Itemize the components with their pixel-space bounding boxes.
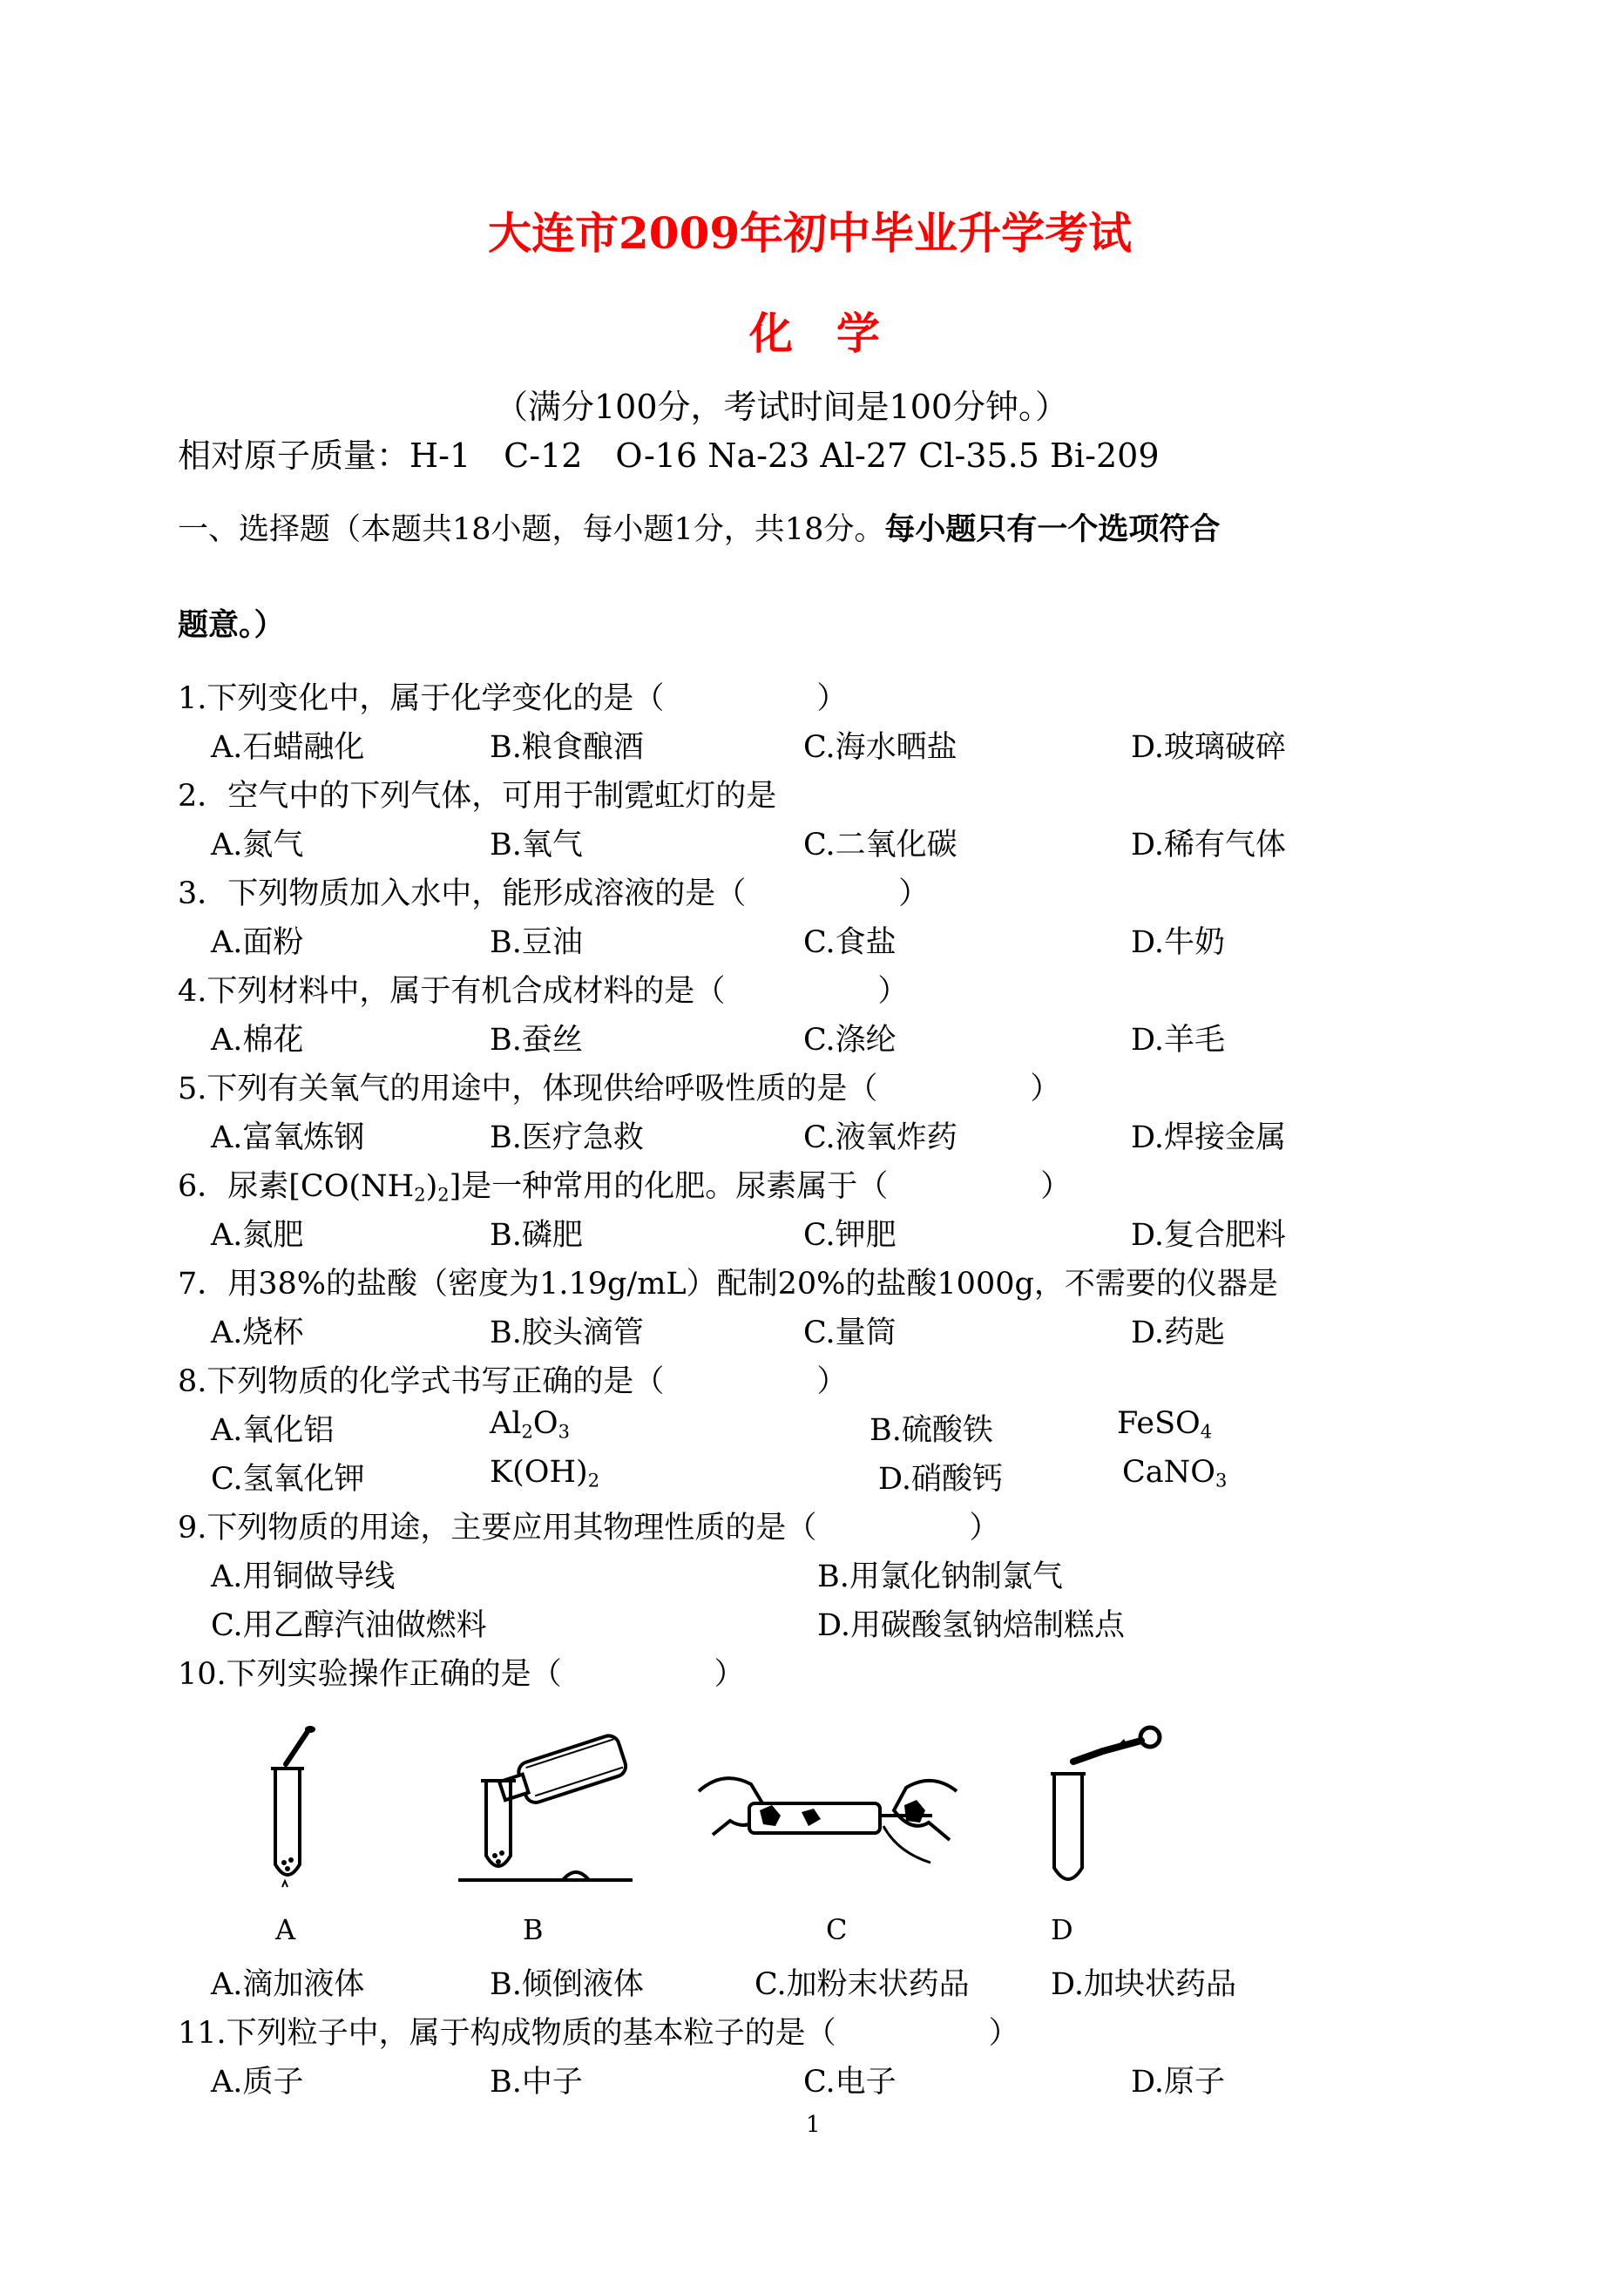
option: C.海水晒盐 (803, 730, 957, 765)
figure-label-a: A (275, 1913, 296, 1946)
page-number: 1 (806, 2112, 821, 2138)
question-stem: 9.下列物质的用途，主要应用其物理性质的是（ ） (178, 1511, 1000, 1546)
option: A.烧杯 (211, 1316, 304, 1350)
question-stem: 1.下列变化中，属于化学变化的是（ ） (178, 681, 848, 716)
subscript: 2 (437, 1184, 450, 1206)
option: B.氧气 (490, 828, 583, 862)
subscript: 3 (558, 1421, 570, 1443)
figure-dropping-liquid (258, 1725, 328, 1899)
question-stem: 5.下列有关氧气的用途中，体现供给呼吸性质的是（ ） (178, 1072, 1061, 1106)
section-heading-normal: 一、选择题（本题共18小题，每小题1分，共18分。 (178, 512, 885, 547)
figure-pouring-liquid (458, 1734, 633, 1884)
option: D.加块状药品 (1051, 1967, 1236, 2002)
subscript: 4 (1200, 1421, 1213, 1443)
stem-text: 6．尿素[CO(NH (178, 1169, 415, 1204)
formula-text: K(OH) (490, 1455, 588, 1490)
option-label: B.硫酸铁 (870, 1413, 993, 1448)
option: A.面粉 (211, 925, 304, 960)
section-heading-cont: 题意。） (178, 607, 285, 643)
option: B.中子 (490, 2065, 583, 2100)
stem-text: ]是一种常用的化肥。尿素属于（ ） (449, 1169, 1072, 1204)
option: B.胶头滴管 (490, 1316, 644, 1350)
figure-adding-powder (697, 1765, 958, 1873)
option: C.钾肥 (803, 1218, 897, 1253)
option: C.用乙醇汽油做燃料 (211, 1608, 487, 1643)
option: A.用铜做导线 (211, 1559, 396, 1594)
option-label: A.氧化铝 (211, 1413, 335, 1448)
option: D.药匙 (1131, 1316, 1225, 1350)
figure-adding-lump (1042, 1725, 1173, 1891)
subscript: 3 (1215, 1470, 1228, 1491)
section-heading-bold: 每小题只有一个选项符合 (884, 511, 1221, 547)
option-formula (490, 1455, 599, 1490)
option: D.用碳酸氢钠焙制糕点 (817, 1608, 1125, 1643)
option: A.石蜡融化 (211, 730, 365, 765)
option-label: D.硝酸钙 (878, 1462, 1003, 1497)
question-stem: 8.下列物质的化学式书写正确的是（ ） (178, 1364, 848, 1399)
option: C.加粉末状药品 (754, 1967, 970, 2002)
option-formula (490, 1406, 570, 1441)
option: D.玻璃破碎 (1131, 730, 1286, 765)
option: C.量筒 (803, 1316, 897, 1350)
question-stem: 2．空气中的下列气体，可用于制霓虹灯的是 (178, 779, 777, 814)
option: D.原子 (1131, 2065, 1225, 2100)
question-stem: 7．用38%的盐酸（密度为1.19g/mL）配制20%的盐酸1000g，不需要的仪器是 (178, 1267, 1278, 1302)
option: D.焊接金属 (1131, 1120, 1286, 1155)
atomic-mass-line: 相对原子质量：H-1 C-12 O-16 Na-23 Al-27 Cl-35.5 Bi-209 (178, 436, 1160, 475)
option: A.质子 (211, 2065, 304, 2100)
subject-title: 化 学 (749, 308, 880, 359)
option: A.氮气 (211, 828, 304, 862)
stem-text: ) (425, 1169, 438, 1204)
question-stem: 10.下列实验操作正确的是（ ） (178, 1657, 745, 1692)
question-stem: 4.下列材料中，属于有机合成材料的是（ ） (178, 974, 909, 1009)
option: B.粮食酿酒 (490, 730, 644, 765)
option: C.食盐 (803, 925, 897, 960)
option: D.稀有气体 (1131, 828, 1286, 862)
exam-title: 大连市2009年初中毕业升学考试 (488, 207, 1133, 259)
figure-label-b: B (523, 1913, 544, 1946)
figure-label-c: C (826, 1913, 848, 1946)
option: A.棉花 (211, 1023, 304, 1058)
section-heading (178, 505, 1220, 549)
option: B.蚕丝 (490, 1023, 583, 1058)
question-stem: 3．下列物质加入水中，能形成溶液的是（ ） (178, 876, 930, 911)
exam-note: （满分100分，考试时间是100分钟。） (495, 388, 1069, 426)
option: A.富氧炼钢 (211, 1120, 365, 1155)
option: D.牛奶 (1131, 925, 1225, 960)
formula-text: O (532, 1406, 558, 1441)
option: C.电子 (803, 2065, 897, 2100)
option-formula (1122, 1455, 1227, 1490)
option: C.二氧化碳 (803, 828, 957, 862)
question-stem (178, 1162, 1071, 1206)
subscript: 2 (414, 1184, 426, 1206)
question-stem: 11.下列粒子中，属于构成物质的基本粒子的是（ ） (178, 2016, 1019, 2051)
subscript: 2 (587, 1470, 600, 1491)
formula-text: CaNO (1122, 1455, 1215, 1490)
option: C.液氧炸药 (803, 1120, 957, 1155)
option-label: C.氢氧化钾 (211, 1462, 365, 1497)
option: B.磷肥 (490, 1218, 583, 1253)
figure-label-d: D (1051, 1913, 1073, 1946)
option: D.复合肥料 (1131, 1218, 1286, 1253)
formula-text: Al (490, 1406, 522, 1441)
option: C.涤纶 (803, 1023, 897, 1058)
option: B.倾倒液体 (490, 1967, 644, 2002)
option: A.滴加液体 (211, 1967, 365, 2002)
formula-text: FeSO (1117, 1406, 1201, 1441)
option: A.氮肥 (211, 1218, 304, 1253)
option: B.用氯化钠制氯气 (817, 1559, 1063, 1594)
option-formula (1117, 1406, 1212, 1441)
option: B.豆油 (490, 925, 583, 960)
option: B.医疗急救 (490, 1120, 644, 1155)
option: D.羊毛 (1131, 1023, 1225, 1058)
subscript: 2 (521, 1421, 533, 1443)
